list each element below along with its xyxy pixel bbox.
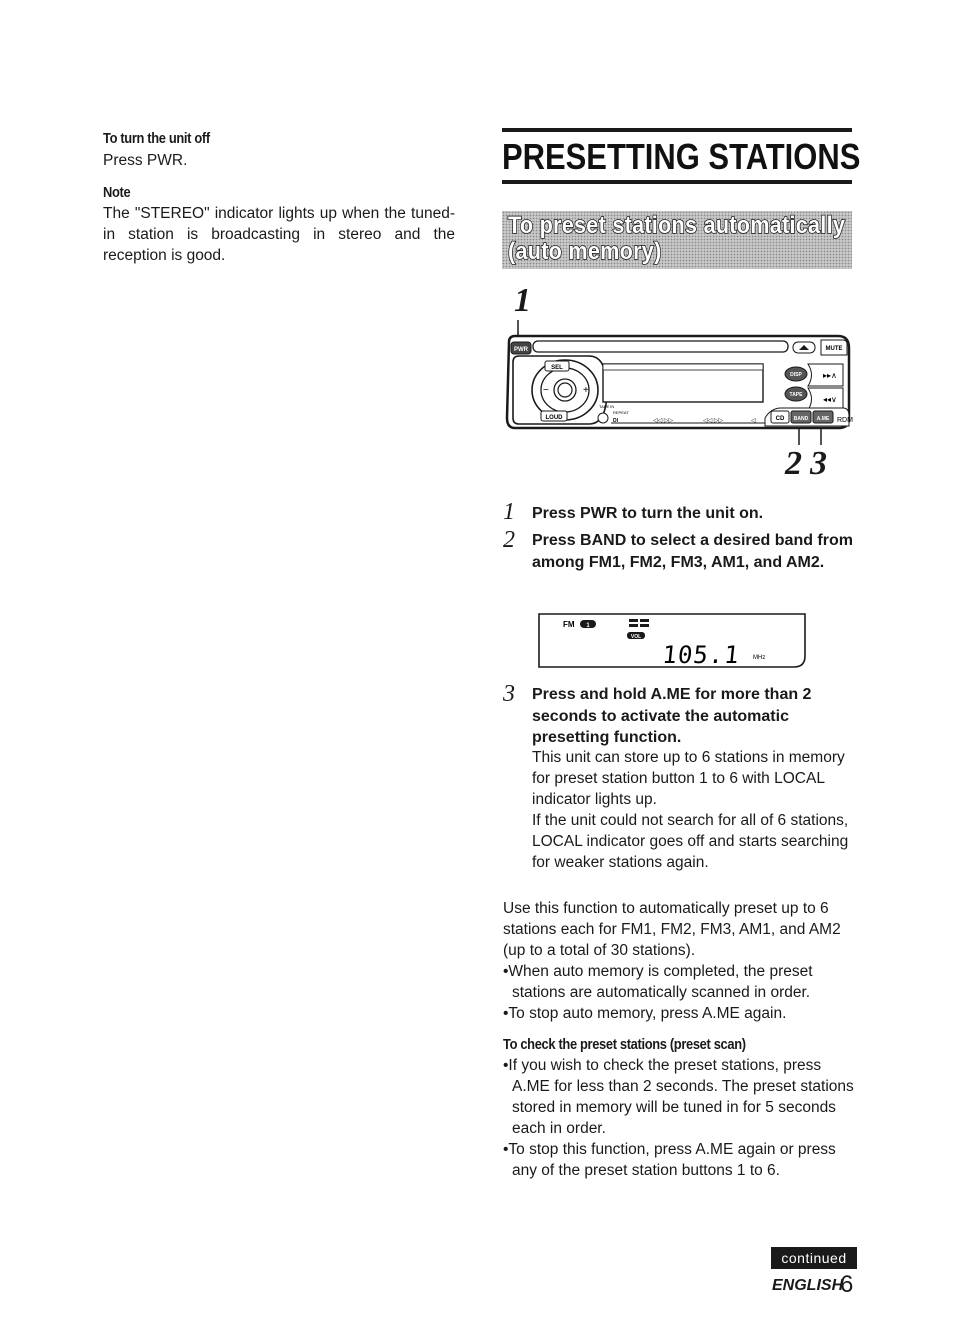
- page-title: PRESETTING STATIONS: [502, 136, 861, 177]
- step-2-text: Press BAND to select a desired band from among FM1, FM2, FM3, AM1, and AM2.: [532, 532, 853, 571]
- turn-off-heading: To turn the unit off: [103, 130, 210, 147]
- footer-language: ENGLISH: [772, 1277, 844, 1294]
- title-rule-bottom: [502, 180, 852, 184]
- tape-button-label: TAPE: [789, 392, 803, 398]
- vol-up-icon: +: [583, 385, 589, 396]
- page-number: 6: [840, 1271, 854, 1298]
- step-3-detail-1: This unit can store up to 6 stations in memory for preset station button 1 to 6 with LOCAL indicator lights up.: [532, 749, 845, 808]
- turn-off-text: Press PWR.: [103, 152, 188, 169]
- band-button-label: BAND: [793, 416, 809, 422]
- preset-scan-bullet-1: •If you wish to check the preset stations, press A.ME for less than 2 seconds. The preset stations stored in memory will be tuned in for 5 seconds each in order.: [503, 1057, 854, 1137]
- tape-in-label: TAPE IN: [599, 404, 615, 409]
- prev-icon: ◁: [751, 418, 756, 424]
- left-column: [103, 128, 455, 266]
- ame-button-label: A.ME: [816, 416, 830, 422]
- lcd-display-panel: [537, 612, 807, 670]
- seek-up-icon: ▸▸∧: [823, 371, 837, 380]
- ff-icon: ◁◁ ▷▷: [703, 418, 724, 424]
- mute-button-label: MUTE: [825, 346, 843, 352]
- band-indicator: FM: [563, 620, 575, 629]
- step-3-details: [532, 747, 855, 873]
- step-3-text: Press and hold A.ME for more than 2 seconds to activate the automatic presetting function.: [532, 686, 812, 746]
- repeat-label: REPEAT: [613, 410, 629, 415]
- vol-down-icon: −: [543, 385, 549, 396]
- callout-3: 3: [810, 445, 827, 482]
- title-rule-top: [502, 128, 852, 132]
- frequency-readout: 105.1: [661, 641, 742, 669]
- callout-2: 2: [785, 445, 802, 482]
- step-3-number: 3: [503, 681, 515, 707]
- step-1-number: 1: [503, 499, 515, 525]
- step-3-detail-2: If the unit could not search for all of 6 stations, LOCAL indicator goes off and starts searching for weaker stations again.: [532, 812, 849, 871]
- step-2-number: 2: [503, 527, 515, 553]
- usage-bullet-2: •To stop auto memory, press A.ME again.: [503, 1005, 787, 1022]
- usage-bullet-1: •When auto memory is completed, the preset stations are automatically scanned in order.: [503, 963, 813, 1001]
- seek-down-icon: ◂◂∨: [823, 395, 837, 404]
- loud-button-label: LOUD: [545, 415, 563, 421]
- pwr-button-label: PWR: [514, 347, 528, 353]
- sel-button-label: SEL: [551, 365, 563, 371]
- rdm-label: RDM: [837, 417, 853, 424]
- band-number-badge: 1: [586, 623, 590, 629]
- section-banner: [502, 211, 852, 269]
- usage-intro: Use this function to automatically preset up to 6 stations each for FM1, FM2, FM3, AM1, and AM2 (up to a total of 30 stations).: [503, 900, 841, 959]
- vol-badge: VOL: [630, 634, 642, 640]
- disp-button-label: DISP: [790, 372, 802, 378]
- note-heading: Note: [103, 184, 131, 201]
- preset-scan-heading: To check the preset stations (preset scan): [503, 1036, 746, 1053]
- cd-button-label: CD: [775, 416, 785, 422]
- step-1-text: Press PWR to turn the unit on.: [532, 505, 764, 522]
- di-label: DI: [613, 418, 618, 424]
- rew-icon: ◁◁ ▷▷: [653, 418, 674, 424]
- section-title: To preset stations automatically (auto memory): [508, 212, 846, 265]
- usage-block: [503, 898, 855, 1181]
- car-stereo-illustration: [503, 290, 853, 448]
- callout-1: 1: [514, 282, 531, 319]
- continued-badge: continued: [771, 1247, 857, 1269]
- note-text: The "STEREO" indicator lights up when the tuned-in station is broadcasting in stereo and the reception is good.: [103, 205, 455, 264]
- preset-scan-bullet-2: •To stop this function, press A.ME again or press any of the preset station buttons 1 to 6.: [503, 1141, 836, 1179]
- frequency-unit: MHz: [753, 655, 766, 661]
